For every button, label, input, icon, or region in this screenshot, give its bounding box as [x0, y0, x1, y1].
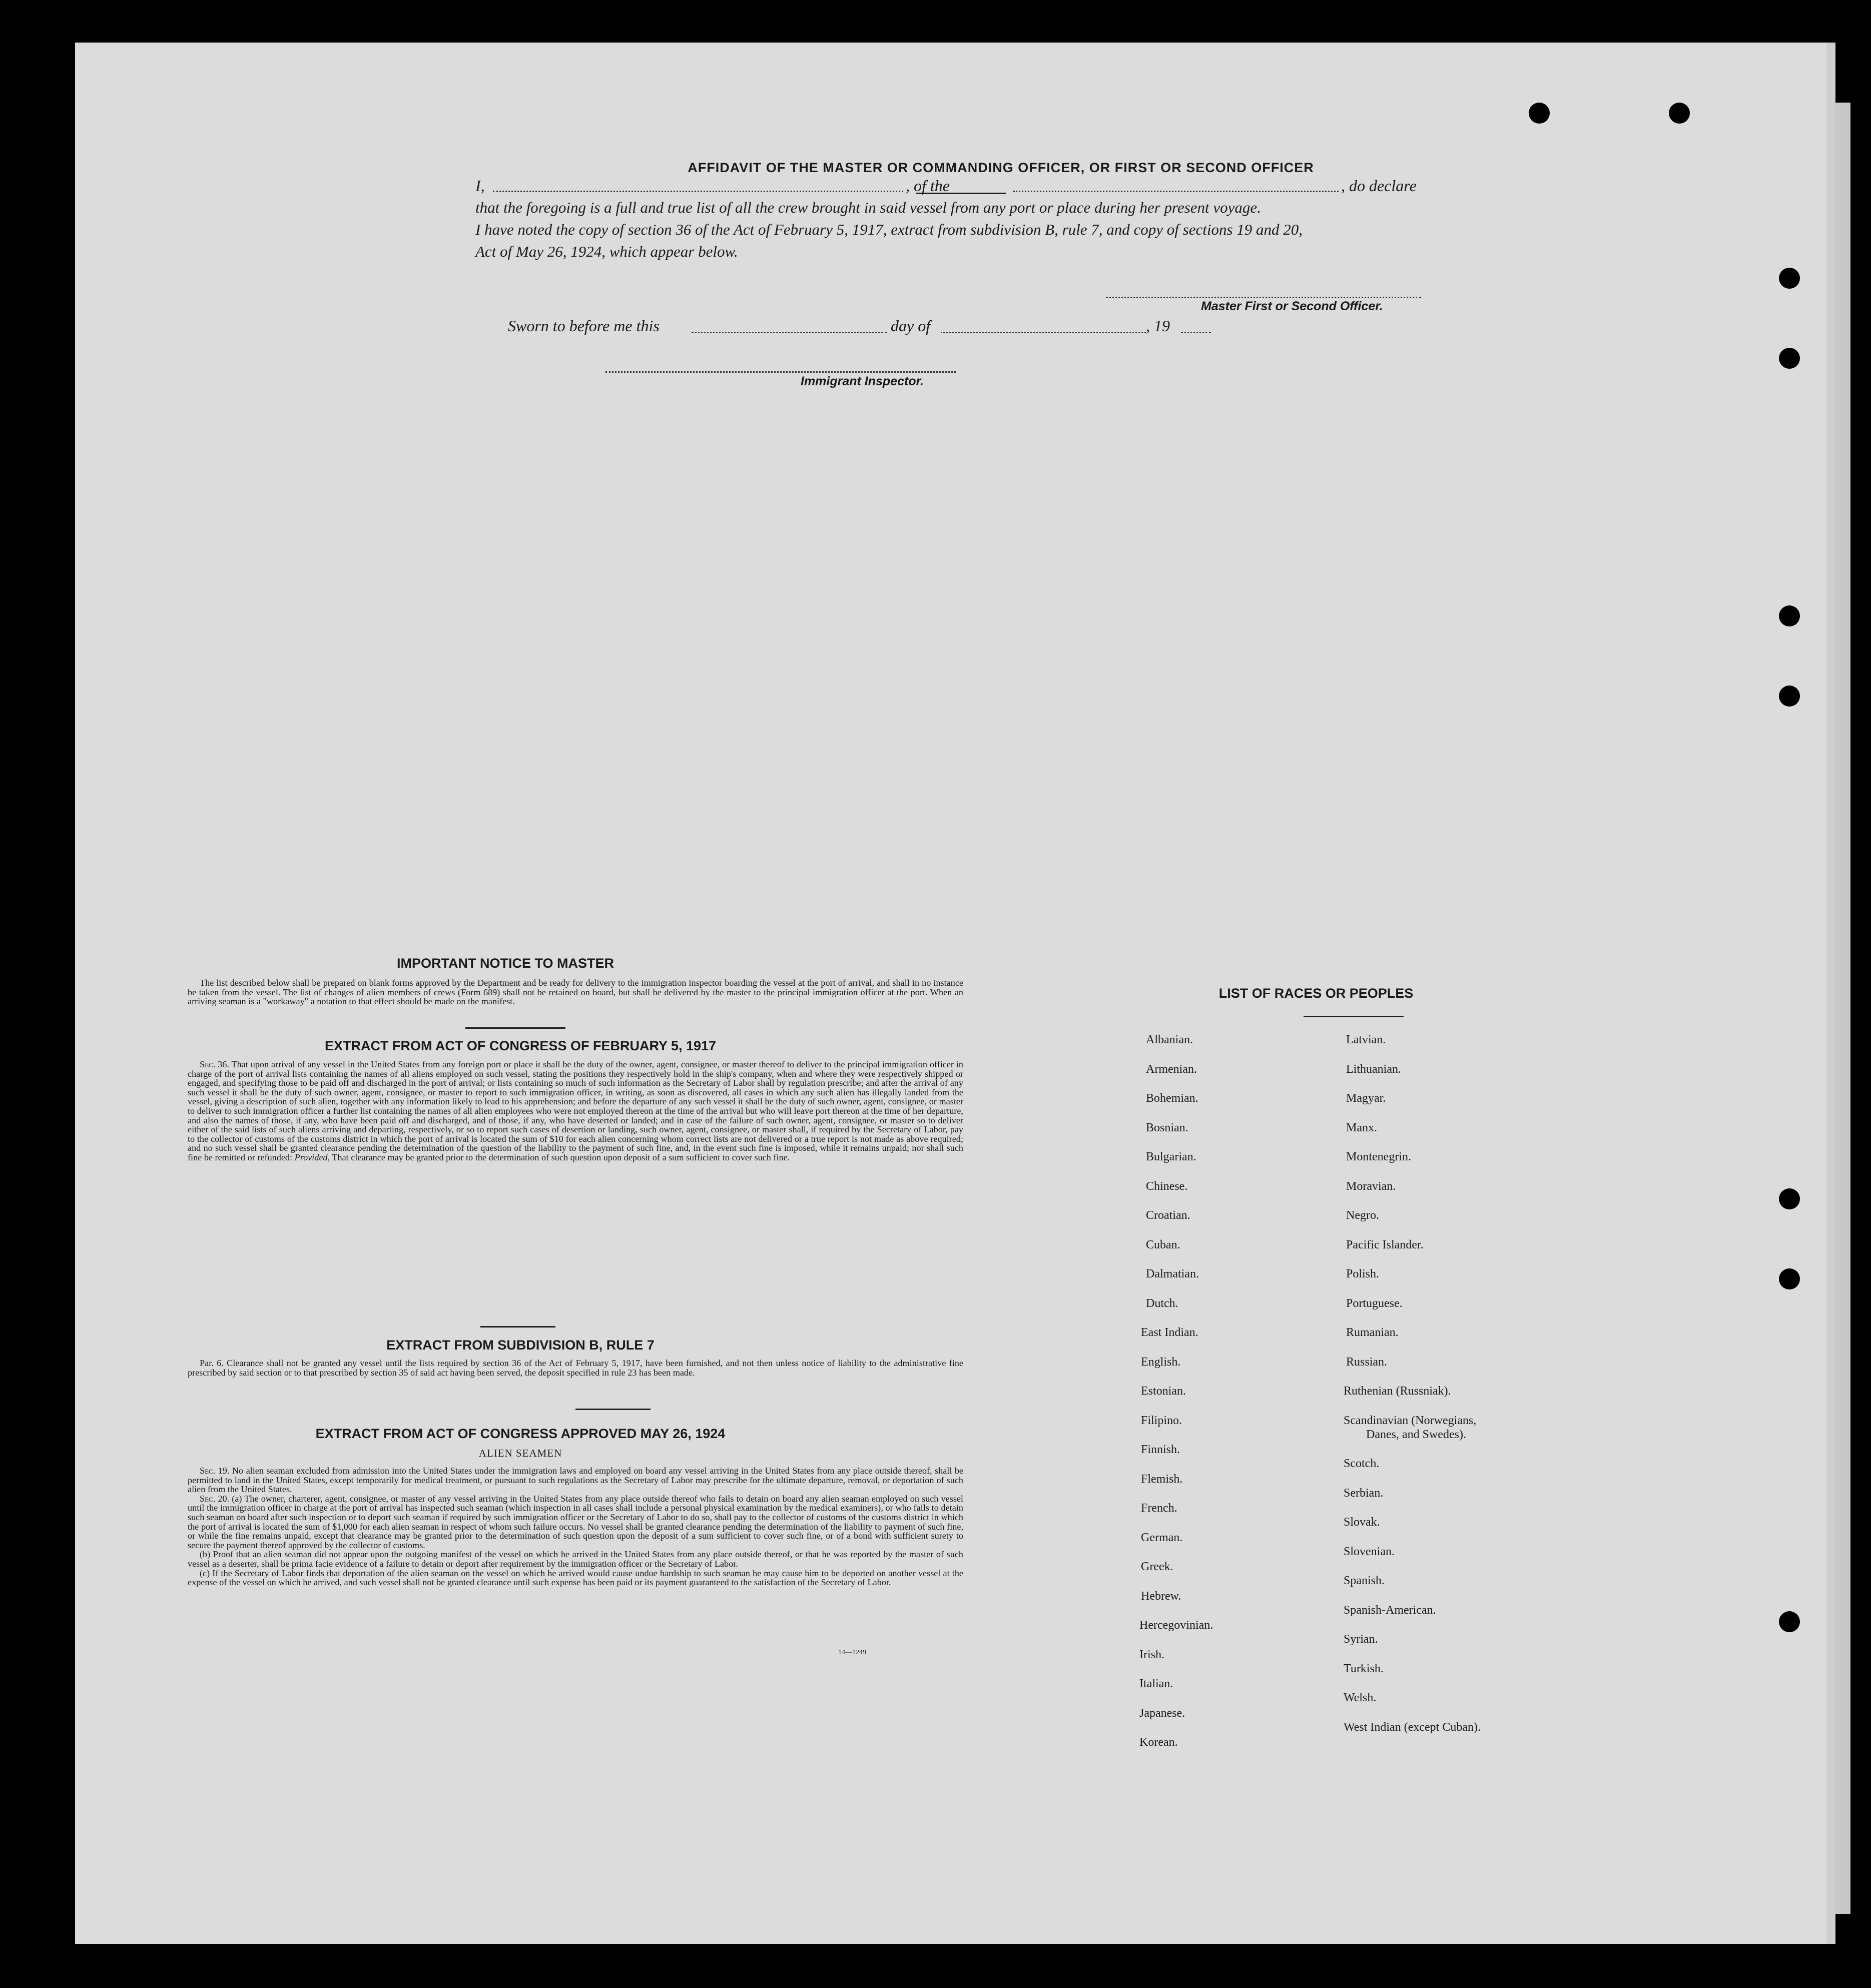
race-item: Serbian.: [1344, 1486, 1384, 1500]
divider: [480, 1326, 555, 1328]
race-item: Estonian.: [1141, 1385, 1186, 1398]
punch-hole: [1669, 103, 1690, 124]
race-item: Dutch.: [1146, 1296, 1178, 1310]
affidavit-declare: , do declare: [1341, 177, 1417, 195]
divider: [1304, 1016, 1404, 1017]
race-item: East Indian.: [1141, 1326, 1198, 1339]
master-signature-line: [1106, 297, 1421, 298]
race-item: Slovenian.: [1344, 1545, 1395, 1558]
race-item: Spanish.: [1344, 1574, 1385, 1587]
race-item: Flemish.: [1141, 1472, 1183, 1486]
race-item: Scandinavian (Norwegians,: [1344, 1414, 1477, 1427]
affidavit-i: I,: [475, 177, 485, 195]
race-item: Bulgarian.: [1146, 1150, 1196, 1163]
race-item: Armenian.: [1146, 1062, 1197, 1076]
year-text: , 19: [1146, 317, 1170, 335]
race-item: Bosnian.: [1146, 1121, 1188, 1134]
notice-body: [188, 978, 963, 1006]
master-label: Master First or Second Officer.: [1201, 299, 1383, 313]
divider: [575, 1409, 651, 1410]
race-item: Rumanian.: [1346, 1326, 1399, 1339]
race-item: Syrian.: [1344, 1633, 1378, 1646]
race-item: Russian.: [1346, 1355, 1388, 1369]
rule-7-text: Par. 6. Clearance shall not be granted any vessel until the lists required by section 36 of the Act of February 5, 1917, have been furnished, and not then unless notice of liability to the administrative fine prescribed by said section or to that prescribed by section 35 of said act having been served, the deposit specified in rule 23 has been made.: [188, 1358, 963, 1378]
race-item: Bohemian.: [1146, 1092, 1198, 1105]
race-item: Hercegovinian.: [1139, 1619, 1213, 1632]
year-blank: [1181, 332, 1211, 333]
inspector-label: Immigrant Inspector.: [801, 374, 924, 388]
document-page: [75, 43, 1835, 1944]
race-item: Manx.: [1346, 1121, 1377, 1134]
sec-36-text-end: That clearance may be granted prior to the determination of such question upon deposit of a sum sufficient to cover such fine.: [332, 1152, 790, 1162]
name-blank: [493, 191, 903, 192]
race-item: Japanese.: [1139, 1706, 1185, 1720]
race-item: West Indian (except Cuban).: [1344, 1720, 1481, 1734]
race-item: Irish.: [1139, 1648, 1164, 1661]
race-item: Negro.: [1346, 1209, 1379, 1222]
form-number: 14—1249: [838, 1649, 866, 1656]
race-item: Latvian.: [1346, 1033, 1386, 1046]
punch-hole: [1779, 1188, 1800, 1209]
race-item: Magyar.: [1346, 1092, 1386, 1105]
race-item: Spanish-American.: [1344, 1603, 1436, 1617]
race-item: Croatian.: [1146, 1209, 1190, 1222]
sworn-month-blank: [941, 332, 1146, 333]
race-item: Dalmatian.: [1146, 1267, 1199, 1280]
punch-hole: [1779, 1611, 1800, 1632]
affidavit-title: AFFIDAVIT OF THE MASTER OR COMMANDING OFFICER, OR FIRST OR SECOND OFFICER: [688, 160, 1314, 175]
affidavit-line4: Act of May 26, 1924, which appear below.: [475, 243, 738, 260]
provided-text: Provided,: [294, 1152, 330, 1162]
race-item: Polish.: [1346, 1267, 1380, 1280]
punch-hole: [1779, 1268, 1800, 1289]
race-item: Moravian.: [1346, 1179, 1396, 1193]
race-item: Welsh.: [1344, 1691, 1377, 1704]
race-item: German.: [1141, 1531, 1183, 1544]
sec-20a-text: (a) The owner, charterer, agent, consignee, or master of any vessel arriving in the United States from any place outside thereof who fails to detain on board any alien seaman employed on such vessel until the immigration officer in charge at the port of arrival has inspected such seaman (which inspection in all cases shall include a personal physical examination by the medical examiners), or who fails to detain such seaman on board after such inspection or to deport such seaman if required by such immigration officer or the Secretary of Labor to do so, shall pay to the collector of customs of the customs district in which the port of arrival is located the sum of $1,000 for each alien seaman in respect of whom such failure occurs. No vessel shall be granted clearance pending the determination of the liability to payment of such fine, or while the fine remains unpaid, except that clearance may be granted prior to the determination of such question upon the deposit of a sum sufficient to cover such fine, or of a bond with sufficient surety to secure the payment thereof approved by the collector of customs.: [188, 1493, 963, 1550]
sec-19-label: Sec. 19.: [200, 1466, 230, 1476]
notice-text: The list described below shall be prepared on blank forms approved by the Department and be ready for delivery to the immigration inspector boarding the vessel at the port of arrival, and shall in no instance be taken from the vessel. The list of changes of alien members of crews (Form 689) shall not be retained on board, but shall be delivered by the master to the principal immigration officer at the port. When an arriving seaman is a "workaway" a notation to that effect should be made on the manifest.: [188, 978, 963, 1007]
punch-hole: [1779, 605, 1800, 626]
punch-hole: [1779, 348, 1800, 369]
race-item: Ruthenian (Russniak).: [1344, 1385, 1451, 1398]
sec-36-text: That upon arrival of any vessel in the United States from any foreign port or place it shall be the duty of the owner, agent, consignee, or master thereof to deliver to the principal immigration officer in charge of the port of arrival lists containing the names of all aliens employed on such vessel, stating the positions they respectively hold in the ship's company, when and where they were respectively shipped or engaged, and specifying those to be paid off and discharged in the port of arrival; or lists containing so much of such information as the Secretary of Labor shall by regulation prescribe; and after the arrival of any such vessel it shall be the duty of such owner, agent, consignee, or master to report to such immigration officer, in writing, as soon as discovered, all cases in which any such alien has illegally landed from the vessel, giving a description of such alien, together with any information likely to lead to his apprehension; and before the departure of any such vessel it shall be the duty of such owner, agent, consignee, or master to deliver to such immigration officer a further list containing the names of all alien employees who were not employed thereon at the time of the arrival but who will leave port thereon at the time of her departure, and also the names of those, if any, who have been paid off and discharged, and of those, if any, who have deserted or landed; and in case of the failure of such owner, agent, consignee, or master so to deliver either of the said lists of such aliens arriving and departing, respectively, or so to report such cases of desertion or landing, such owner, agent, consignee, or master shall, if required by the Secretary of Labor, pay to the collector of customs of the customs district in which the port of arrival is located the sum of $10 for each alien concerning whom correct lists are not delivered or a true report is not made as above required; and no such vessel shall be granted clearance pending the determination of the question of the liability to the payment of such fine, and, in the event such fine is imposed, while it remains unpaid; nor shall such fine be remitted or refunded:: [188, 1059, 963, 1162]
rule-7-title: EXTRACT FROM SUBDIVISION B, RULE 7: [386, 1338, 655, 1353]
affidavit-of-the: , of the: [906, 177, 950, 195]
affidavit-line3: I have noted the copy of section 36 of the Act of February 5, 1917, extract from subdivision B, rule 7, and copy of sections 19 and 20,: [475, 221, 1303, 238]
race-item: Filipino.: [1141, 1414, 1182, 1427]
race-item: Lithuanian.: [1346, 1062, 1401, 1076]
race-item: Hebrew.: [1141, 1589, 1181, 1603]
sec-20c-text: (c) If the Secretary of Labor finds that deportation of the alien seaman on the vessel on which he arrived would cause undue hardship to such seaman he may cause him to be deported on another vessel at the expense of the vessel on which he arrived, and such vessel shall not be granted clearance until such expense has been paid or its payment guaranteed to the satisfaction of the Secretary of Labor.: [188, 1568, 963, 1588]
sec-20-label: Sec. 20.: [200, 1493, 230, 1504]
race-item: Greek.: [1141, 1560, 1173, 1573]
punch-hole: [1779, 686, 1800, 707]
extract-1917-body: [188, 1060, 963, 1162]
sec-19-text: No alien seaman excluded from admission into the United States under the immigration laws and employed on board any vessel arriving in the United States from any place outside thereof, shall be permitted to land in the United States, except temporarily for medical treatment, or pursuant to such regulations as the Secretary of Labor may prescribe for the ultimate departure, removal, or deportation of such alien from the United States.: [188, 1466, 964, 1495]
sec-36-label: Sec. 36.: [200, 1059, 229, 1069]
punch-hole: [1779, 268, 1800, 289]
race-item: Danes, and Swedes).: [1366, 1428, 1466, 1441]
race-item: Finnish.: [1141, 1443, 1180, 1456]
affidavit-line2: that the foregoing is a full and true list of all the crew brought in said vessel from any port or place during her present voyage.: [475, 199, 1261, 216]
race-item: Scotch.: [1344, 1457, 1380, 1470]
sworn-text: Sworn to before me this: [508, 317, 660, 335]
race-item: French.: [1141, 1502, 1177, 1515]
race-item: Italian.: [1139, 1677, 1173, 1690]
extract-1917-title: EXTRACT FROM ACT OF CONGRESS OF FEBRUARY 5, 1917: [324, 1038, 717, 1053]
sworn-day-blank: [692, 332, 887, 333]
race-item: Pacific Islander.: [1346, 1238, 1424, 1251]
race-item: English.: [1141, 1355, 1181, 1369]
races-title: LIST OF RACES OR PEOPLES: [1218, 986, 1414, 1001]
punch-hole: [1529, 103, 1550, 124]
race-item: Korean.: [1139, 1736, 1178, 1749]
vessel-blank: [1013, 191, 1339, 192]
sec-20b-text: (b) Proof that an alien seaman did not appear upon the outgoing manifest of the vessel on which he arrived in the United States from any place outside thereof, or that he was reported by the master of such vessel as a deserter, shall be prima facie evidence of a failure to detain or deport after requirement by the immigration officer or the Secretary of Labor.: [188, 1549, 963, 1569]
extract-1924-body: [188, 1466, 963, 1587]
race-item: Slovak.: [1344, 1516, 1380, 1529]
notice-title: IMPORTANT NOTICE TO MASTER: [397, 956, 614, 971]
inspector-signature-line: [605, 371, 956, 373]
race-item: Albanian.: [1146, 1033, 1193, 1046]
divider: [465, 1027, 565, 1029]
race-item: Cuban.: [1146, 1238, 1180, 1251]
rule-7-body: [188, 1359, 963, 1377]
race-item: Turkish.: [1344, 1662, 1384, 1675]
race-item: Montenegrin.: [1346, 1150, 1411, 1163]
race-item: Portuguese.: [1346, 1296, 1403, 1310]
alien-seamen-subtitle: ALIEN SEAMEN: [478, 1447, 562, 1459]
extract-1924-title: EXTRACT FROM ACT OF CONGRESS APPROVED MAY 26, 1924: [315, 1426, 726, 1441]
day-of-text: day of: [891, 317, 931, 335]
race-item: Chinese.: [1146, 1179, 1188, 1193]
